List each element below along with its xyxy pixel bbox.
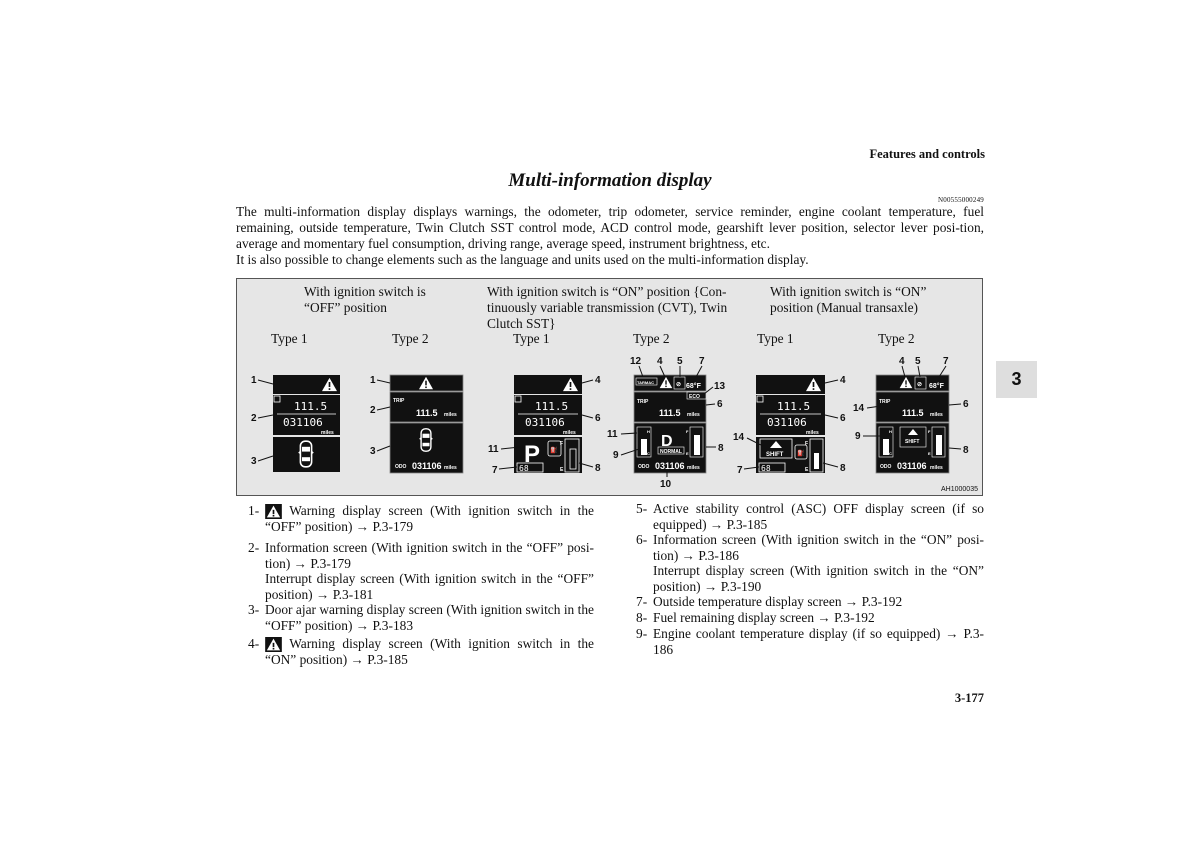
callout: 8 [963, 445, 969, 456]
fuel-full-label: F [928, 429, 931, 434]
odometer-label: ODO [638, 464, 650, 470]
list-item: 6- Information screen (With ignition switch in the “ON” posi-tion) → P.3-186 [636, 532, 984, 563]
list-item: 4- Warning display screen (With ignition switch in the “ON” position) → P.3-185 [248, 636, 594, 668]
callout: 12 [630, 356, 642, 367]
odometer-value: 031106 [283, 416, 323, 429]
warning-triangle-icon [265, 504, 282, 519]
miles-unit: miles [444, 412, 457, 418]
miles-unit: miles [563, 430, 576, 436]
callout: 10 [660, 479, 672, 490]
screen-on-mt-type2 [853, 356, 969, 473]
odometer-label: ODO [880, 464, 892, 470]
callout: 6 [840, 413, 846, 424]
callout: 2 [251, 413, 257, 424]
document-code: N00555000249 [938, 196, 984, 204]
coolant-cold-label: C [889, 451, 892, 456]
type-label: Type 1 [757, 331, 794, 346]
outside-temp: 68°F [686, 383, 701, 390]
screen-on-cvt-type2 [607, 356, 726, 490]
screen-on-cvt-type1 [488, 375, 601, 476]
eco-indicator: ECO [689, 394, 700, 400]
type-label: Type 2 [633, 331, 670, 346]
trip-value: 111.5 [659, 408, 681, 418]
callout: 4 [840, 375, 846, 386]
callout: 5 [677, 356, 683, 367]
callout: 7 [943, 356, 949, 367]
outside-temp: 68°F [929, 383, 944, 390]
callout: 9 [613, 450, 619, 461]
screen-off-type2 [370, 375, 463, 473]
list-item: 9- Engine coolant temperature display (if so equipped) → P.3-186 [636, 626, 984, 657]
fuel-pump-icon: ⛽ [797, 451, 805, 457]
fuel-full-label: F [686, 429, 689, 434]
miles-unit: miles [930, 465, 943, 471]
callout: 8 [595, 463, 601, 474]
callout: 11 [607, 429, 618, 440]
callout: 7 [699, 356, 705, 367]
callout: 5 [915, 356, 921, 367]
list-item: 8- Fuel remaining display screen → P.3-192 [636, 610, 875, 625]
coolant-hot-label: H [647, 429, 650, 434]
callout: 1 [251, 375, 257, 386]
odometer-value: 031106 [655, 461, 685, 471]
trip-value: 111.5 [902, 408, 924, 418]
odometer-value: 031106 [412, 461, 442, 471]
warning-triangle-icon [265, 637, 282, 652]
fuel-full-label: F [805, 441, 809, 447]
intro-paragraph-2: It is also possible to change elements such as the language and units used on the multi-information display. [236, 252, 809, 267]
shift-indicator: SHIFT [905, 439, 920, 445]
type-label: Type 2 [392, 331, 429, 346]
trip-label: TRIP [393, 398, 405, 404]
miles-unit: miles [930, 412, 943, 418]
callout: 11 [488, 444, 499, 455]
callout: 2 [370, 405, 376, 416]
callout: 4 [595, 375, 601, 386]
callout: 7 [737, 465, 743, 476]
page-title: Multi-information display [508, 170, 712, 191]
miles-unit: miles [444, 465, 457, 471]
trip-value: 111.5 [777, 400, 811, 413]
gear-position: D [661, 433, 673, 450]
odometer-value: 031106 [897, 461, 927, 471]
mode-label: TARMAC [637, 380, 655, 385]
list-right [636, 501, 984, 661]
miles-unit: miles [687, 412, 700, 418]
callout: 8 [840, 463, 846, 474]
fuel-empty-label: E [686, 451, 689, 456]
page-number: 3-177 [954, 691, 984, 705]
list-item: 2- Information screen (With ignition switch in the “OFF” posi-tion) → P.3-179 [248, 540, 594, 571]
type-label: Type 1 [271, 331, 308, 346]
figure-code: AH1000035 [941, 486, 978, 493]
callout: 6 [963, 399, 969, 410]
gear-position: P [524, 441, 541, 468]
chapter-tab[interactable]: 3 [996, 361, 1037, 398]
coolant-cold-label: C [647, 451, 650, 456]
callout: 13 [714, 381, 726, 392]
list-left [236, 503, 594, 673]
miles-unit: miles [687, 465, 700, 471]
trip-value: 111.5 [294, 400, 328, 413]
list-item: Interrupt display screen (With ignition switch in the “ON” position) → P.3-190 [653, 563, 984, 594]
odometer-value: 031106 [767, 416, 807, 429]
asc-off-icon: ⊘ [676, 382, 682, 388]
drive-mode: NORMAL [660, 449, 682, 455]
fuel-full-label: F [560, 441, 564, 447]
fuel-empty-label: E [805, 467, 809, 473]
fuel-empty-label: E [560, 467, 564, 473]
trip-value: 111.5 [416, 408, 438, 418]
display-figure [236, 278, 983, 496]
intro-paragraph-1: The multi-information display displays warnings, the odometer, trip odometer, service reminder, engine coolant temperature, fuel remaining, outside temperature, Twin Clutch SST control mode, ACD control mode, gearshift lever position, selector lever posi-tion, average and momentary fuel consumption, driving range, average speed, instrument brightness, etc. [236, 204, 984, 251]
shift-indicator: SHIFT [766, 452, 784, 458]
type-label: Type 2 [878, 331, 915, 346]
callout: 4 [657, 356, 663, 367]
callout: 6 [595, 413, 601, 424]
trip-value: 111.5 [535, 400, 569, 413]
callout: 8 [718, 443, 724, 454]
callout: 4 [899, 356, 905, 367]
callout: 14 [853, 403, 865, 414]
trip-label: TRIP [879, 399, 891, 405]
group-label-on-mt: With ignition switch is “ON” position (Manual transaxle) [770, 284, 927, 315]
display-screens-drawing [237, 279, 984, 497]
trip-label: TRIP [637, 399, 649, 405]
list-item: Interrupt display screen (With ignition switch in the “OFF” position) → P.3-181 [265, 571, 594, 602]
fuel-pump-icon: ⛽ [550, 448, 558, 454]
list-item: 1- Warning display screen (With ignition switch in the “OFF” position) → P.3-179 [248, 503, 594, 535]
callout: 9 [855, 431, 861, 442]
callout: 6 [717, 399, 723, 410]
callout: 14 [733, 432, 745, 443]
callout: 7 [492, 465, 498, 476]
list-item: 7- Outside temperature display screen → P.3-192 [636, 594, 903, 609]
intro-text [236, 204, 984, 268]
section-header: Features and controls [869, 147, 985, 161]
screen-on-mt-type1 [733, 375, 846, 476]
list-item: 5- Active stability control (ASC) OFF display screen (if so equipped) → P.3-185 [636, 501, 984, 532]
asc-off-icon: ⊘ [917, 382, 923, 388]
callout: 3 [370, 446, 376, 457]
group-label-off: With ignition switch is “OFF” position [304, 284, 426, 315]
odometer-label: ODO [395, 464, 407, 470]
range-value: 68 [519, 464, 529, 473]
miles-unit: miles [321, 430, 334, 436]
type-label: Type 1 [513, 331, 550, 346]
screen-off-type1 [251, 375, 340, 472]
group-label-on-cvt: With ignition switch is “ON” position {Con- tinuously variable transmission (CVT), Twin Clutch SST} [487, 284, 728, 331]
coolant-hot-label: H [889, 429, 892, 434]
list-item: 3- Door ajar warning display screen (With ignition switch in the “OFF” position) → P.3-183 [248, 602, 594, 633]
miles-unit: miles [806, 430, 819, 436]
range-value: 68 [761, 464, 771, 473]
callout: 3 [251, 456, 257, 467]
fuel-empty-label: E [928, 451, 931, 456]
odometer-value: 031106 [525, 416, 565, 429]
callout: 1 [370, 375, 376, 386]
